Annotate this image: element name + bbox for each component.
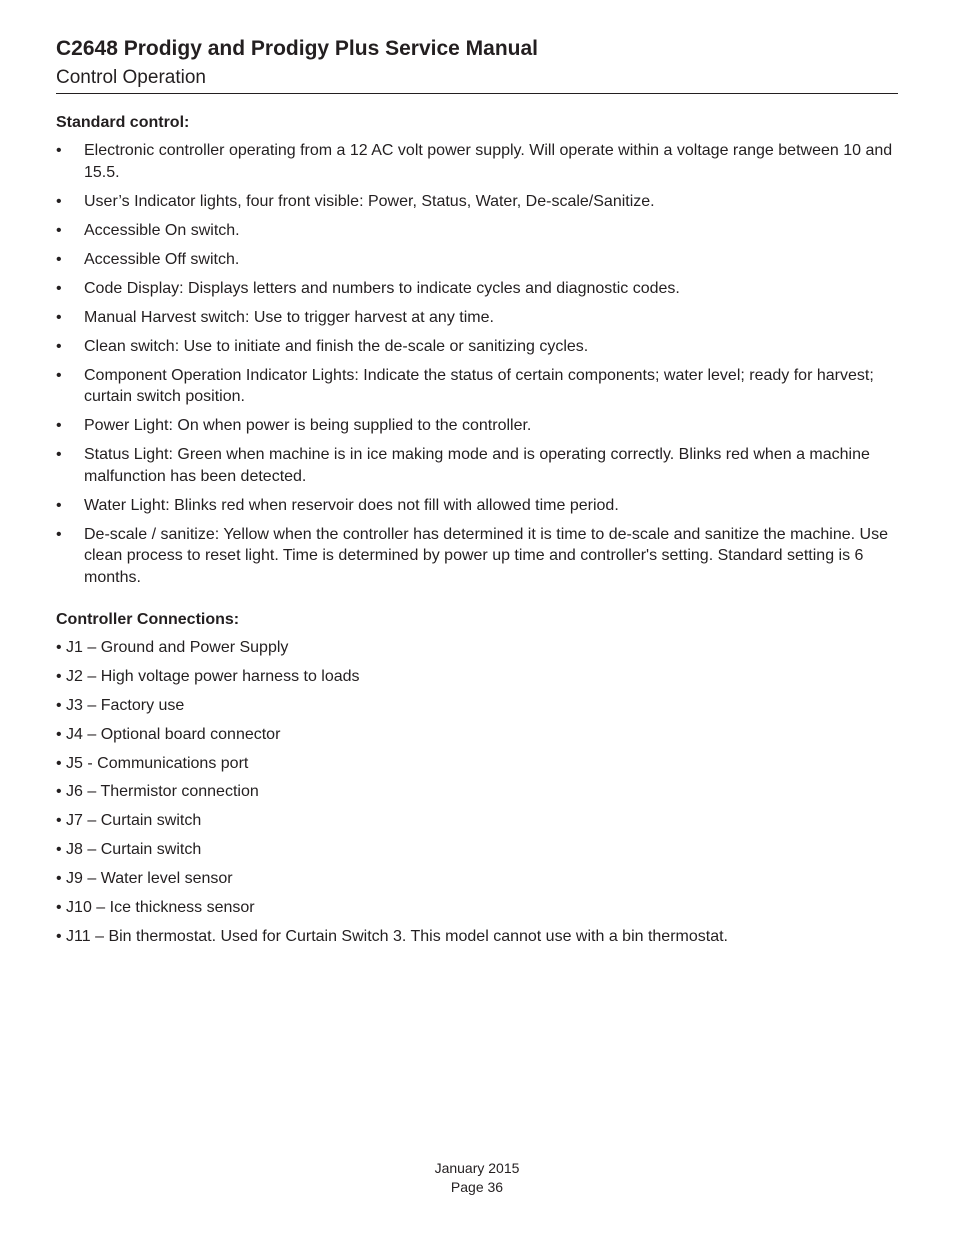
standard-control-list — [56, 140, 898, 588]
list-item-text: Manual Harvest switch: Use to trigger harvest at any time. — [84, 308, 494, 326]
connection-item: • J5 - Communications port — [56, 754, 249, 772]
bullet: • — [56, 142, 62, 159]
list-item-text: De-scale / sanitize: Yellow when the controller has determined it is time to de-scale and sanitize the machine. Use clean process to reset light. Time is determined by power up time and controller's setting. Standard setting is 6 months. — [84, 525, 888, 586]
standard-control-heading: Standard control: — [56, 114, 190, 131]
list-item-text: Clean switch: Use to initiate and finish the de-scale or sanitizing cycles. — [84, 337, 589, 355]
list-item-text: User’s Indicator lights, four front visible: Power, Status, Water, De-scale/Sanitize. — [84, 192, 655, 210]
list-item — [56, 415, 898, 437]
bullet: • — [56, 446, 62, 463]
connection-item: • J1 – Ground and Power Supply — [56, 639, 289, 656]
list-item — [56, 524, 898, 589]
bullet: • — [56, 192, 62, 210]
list-item-text: Power Light: On when power is being supplied to the controller. — [84, 417, 532, 434]
list-item — [56, 495, 898, 517]
list-item-text: Electronic controller operating from a 12 AC volt power supply. Will operate within a voltage range between 10 and 15.5. — [84, 142, 893, 181]
bullet: • — [56, 279, 62, 297]
connection-item: • J9 – Water level sensor — [56, 870, 233, 888]
controller-connections-list — [56, 637, 898, 947]
bullet: • — [56, 337, 62, 355]
section-title: Control Operation — [56, 66, 898, 94]
list-item — [56, 191, 898, 213]
bullet: • — [56, 496, 62, 514]
list-item — [56, 365, 898, 408]
page-footer — [0, 1159, 954, 1197]
bullet: • — [56, 417, 62, 434]
list-item — [56, 220, 898, 242]
bullet: • — [56, 250, 62, 268]
list-item-text: Status Light: Green when machine is in ice making mode and is operating correctly. Blinks red when a machine malfunction has been detected. — [84, 446, 870, 485]
connection-item: • J3 – Factory use — [56, 696, 185, 714]
list-item — [56, 278, 898, 300]
list-item-text: Component Operation Indicator Lights: Indicate the status of certain components; water level; ready for harvest; curtain switch position. — [84, 366, 874, 405]
connection-item: • J11 – Bin thermostat. Used for Curtain Switch 3. This model cannot use with a bin thermostat. — [56, 927, 728, 945]
list-item — [56, 140, 898, 183]
page-number: Page 36 — [450, 1179, 504, 1195]
connection-item: • J4 – Optional board connector — [56, 725, 281, 743]
list-item-text: Accessible Off switch. — [84, 250, 240, 268]
list-item-text: Water Light: Blinks red when reservoir does not fill with allowed time period. — [84, 496, 619, 514]
manual-page — [56, 36, 898, 955]
list-item-text: Code Display: Displays letters and numbers to indicate cycles and diagnostic codes. — [84, 279, 680, 297]
connection-item: • J8 – Curtain switch — [56, 841, 202, 859]
connection-item: • J2 – High voltage power harness to loads — [56, 667, 360, 685]
document-title: C2648 Prodigy and Prodigy Plus Service Manual — [56, 37, 538, 60]
connection-item: • J6 – Thermistor connection — [56, 783, 259, 801]
bullet: • — [56, 366, 62, 384]
list-item — [56, 249, 898, 271]
connection-item: • J7 – Curtain switch — [56, 812, 202, 830]
list-item — [56, 307, 898, 329]
list-item — [56, 336, 898, 358]
list-item-text: Accessible On switch. — [84, 221, 240, 239]
bullet: • — [56, 525, 62, 543]
bullet: • — [56, 308, 62, 326]
bullet: • — [56, 221, 62, 239]
connection-item: • J10 – Ice thickness sensor — [56, 899, 255, 917]
footer-date: January 2015 — [434, 1160, 520, 1176]
list-item — [56, 444, 898, 487]
controller-connections-heading: Controller Connections: — [56, 611, 240, 628]
